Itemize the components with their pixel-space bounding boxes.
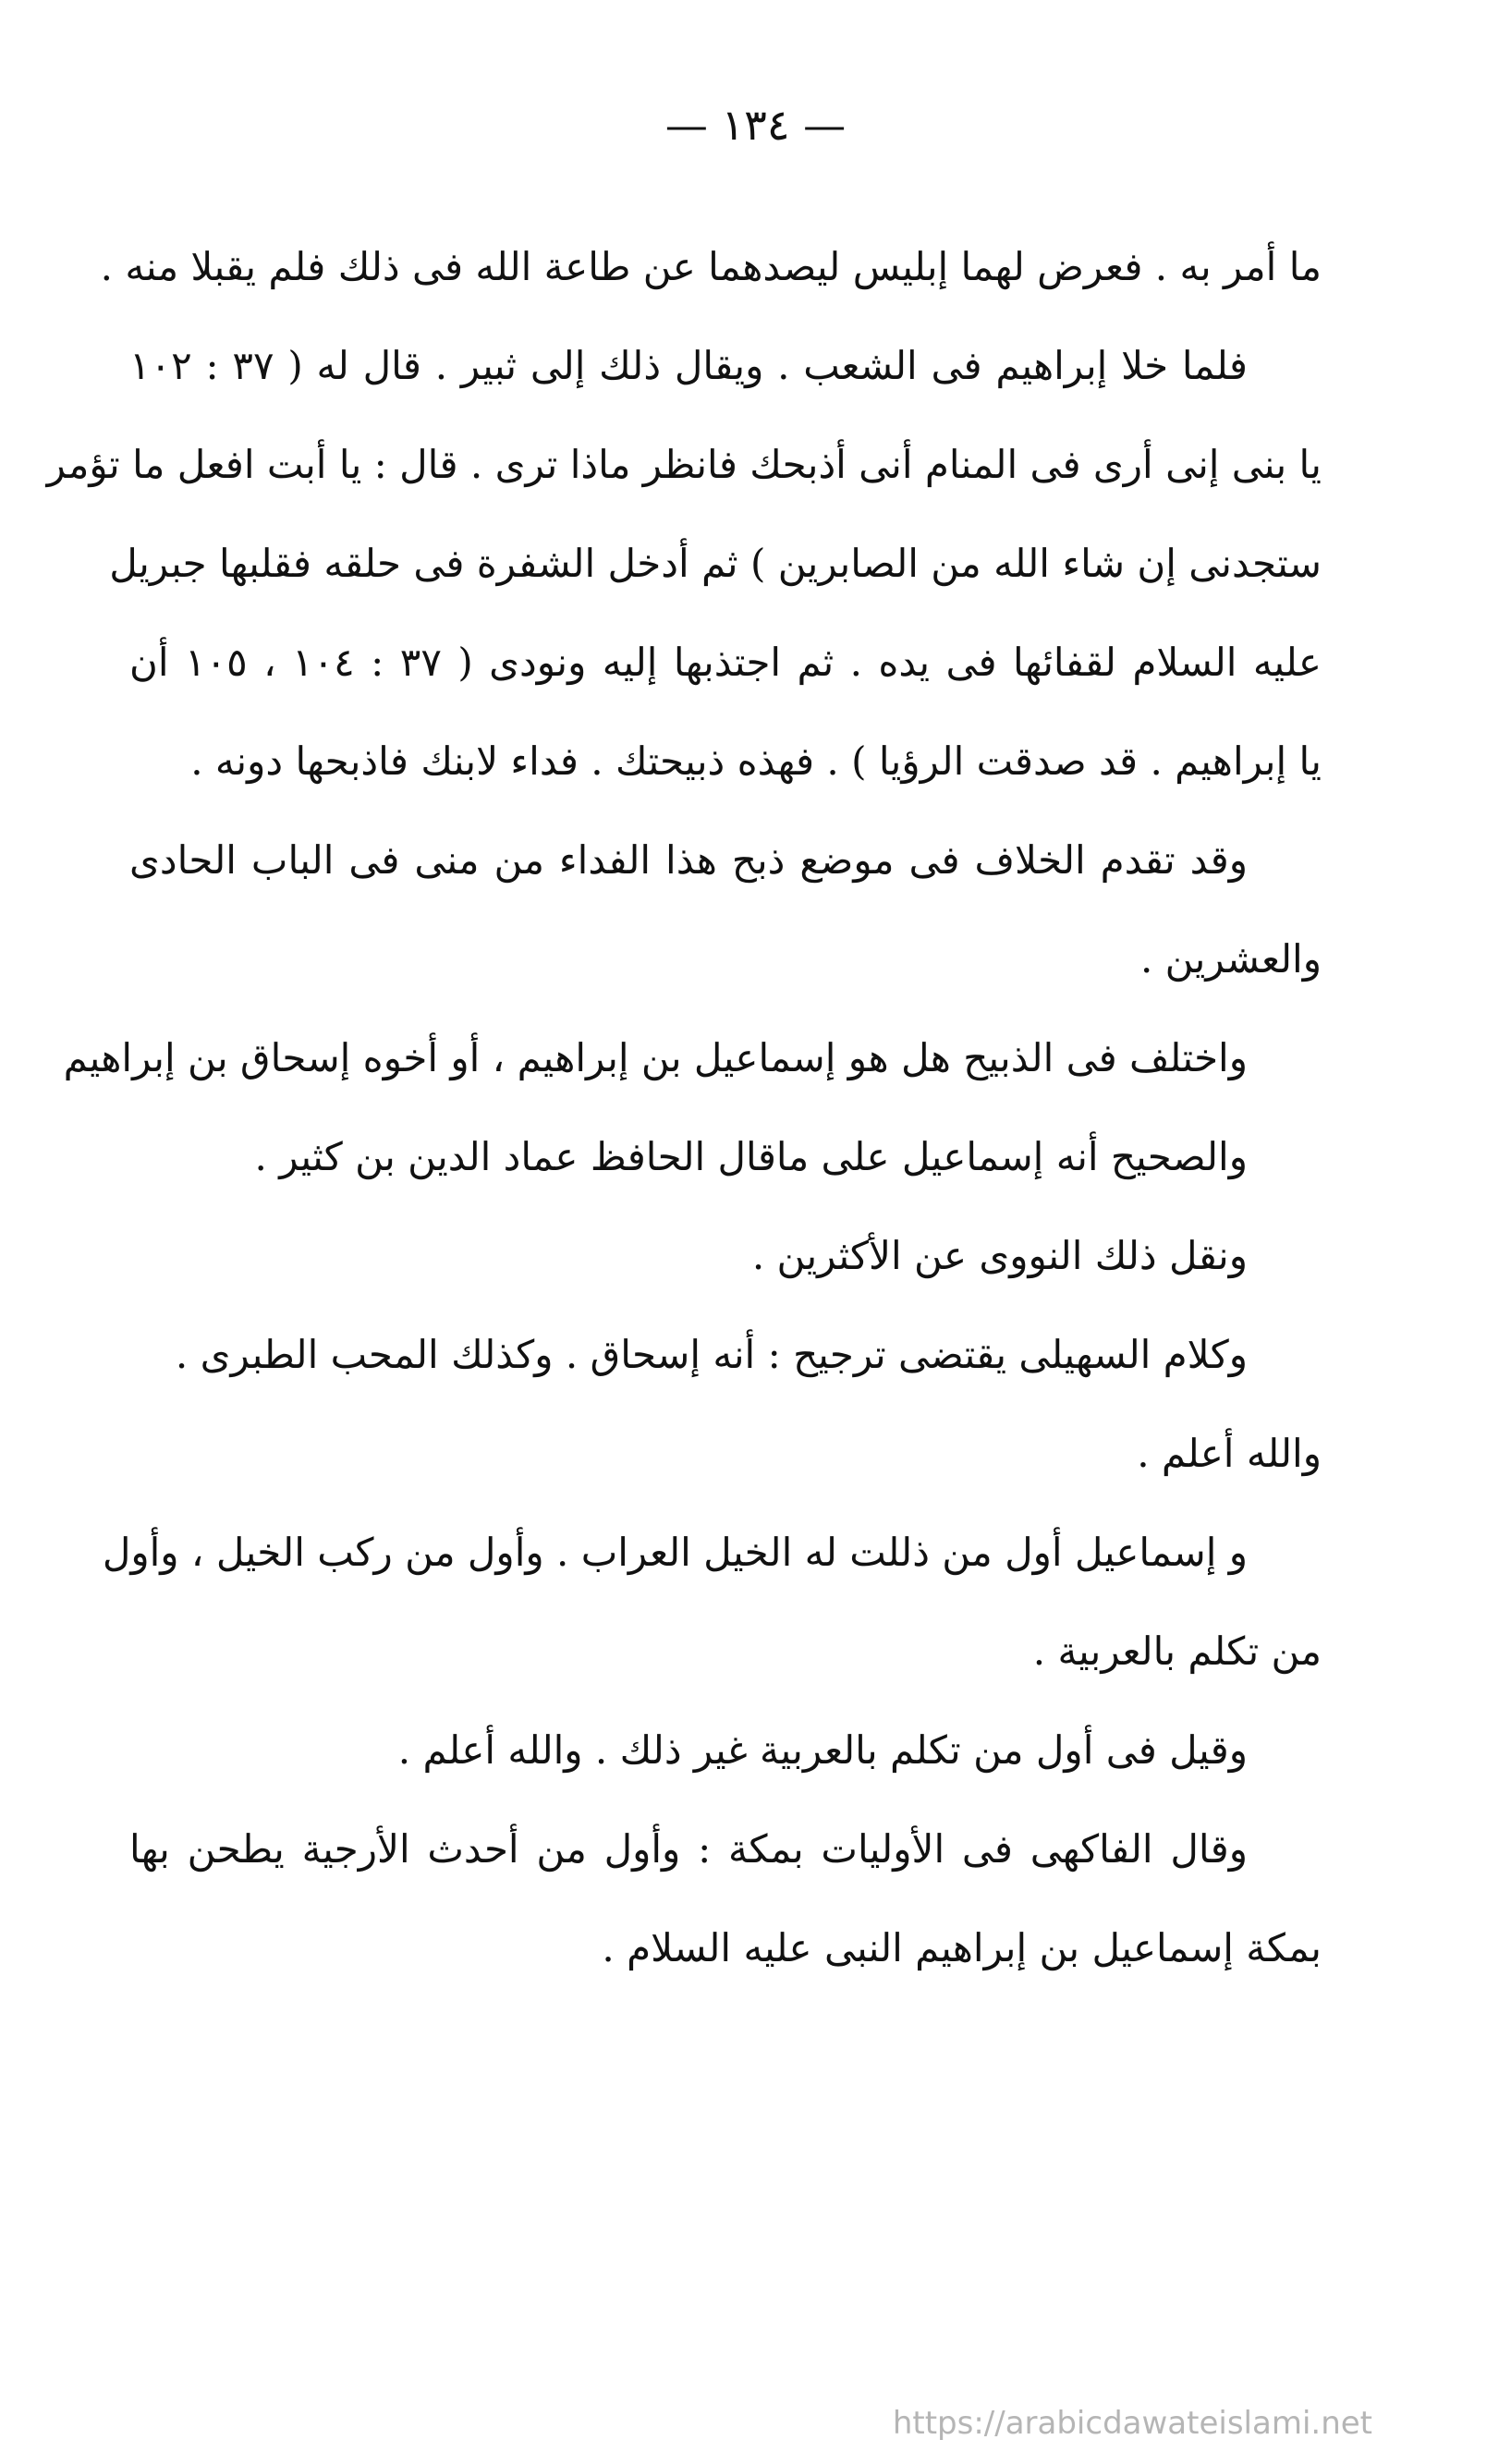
text-line: عليه السلام لقفائها فى يده . ثم اجتذبها إليه ونودى ( ٣٧ : ١٠٤ ، ١٠٥ أن [129, 640, 1322, 685]
text-line: من تكلم بالعربية . [1032, 1628, 1322, 1674]
text-line: وكلام السهيلى يقتضى ترجيح : أنه إسحاق . وكذلك المحب الطبرى . [175, 1332, 1248, 1377]
page-number: — ١٣٤ — [664, 100, 847, 150]
text-line: والعشرين . [1139, 936, 1322, 982]
text-line: وقيل فى أول من تكلم بالعربية غير ذلك . والله أعلم . [397, 1727, 1248, 1773]
watermark-url: https://arabicdawateislami.net [892, 2405, 1372, 2442]
text-line: وقد تقدم الخلاف فى موضع ذبح هذا الفداء من منى فى الباب الحادى [129, 837, 1248, 883]
text-line: يا بنى إنى أرى فى المنام أنى أذبحك فانظر ماذا ترى . قال : يا أبت افعل ما تؤمر [46, 442, 1322, 487]
body-text [46, 217, 1322, 1997]
text-line: يا إبراهيم . قد صدقت الرؤيا ) . فهذه ذبيحتك . فداء لابنك فاذبحها دونه . [190, 738, 1322, 784]
text-line: والصحيح أنه إسماعيل على ماقال الحافظ عماد الدين بن كثير . [254, 1134, 1248, 1179]
text-line: وقال الفاكهى فى الأوليات بمكة : وأول من أحدث الأرجية يطحن بها [129, 1826, 1248, 1872]
text-line: بمكة إسماعيل بن إبراهيم النبى عليه السلام . [602, 1925, 1322, 1970]
text-line: واختلف فى الذبيح هل هو إسماعيل بن إبراهيم ، أو أخوه إسحاق بن إبراهيم [63, 1035, 1248, 1080]
text-line: ما أمر به . فعرض لهما إبليس ليصدهما عن طاعة الله فى ذلك فلم يقبلا منه . [100, 244, 1322, 289]
text-line: ستجدنى إن شاء الله من الصابرين ) ثم أدخل الشفرة فى حلقه فقلبها جبريل [109, 541, 1322, 586]
text-line: والله أعلم . [1137, 1431, 1322, 1476]
text-line: ونقل ذلك النووى عن الأكثرين . [751, 1233, 1248, 1278]
text-line: و إسماعيل أول من ذللت له الخيل العراب . وأول من ركب الخيل ، وأول [102, 1530, 1248, 1575]
text-line: فلما خلا إبراهيم فى الشعب . ويقال ذلك إلى ثبير . قال له ( ٣٧ : ١٠٢ [129, 343, 1248, 388]
